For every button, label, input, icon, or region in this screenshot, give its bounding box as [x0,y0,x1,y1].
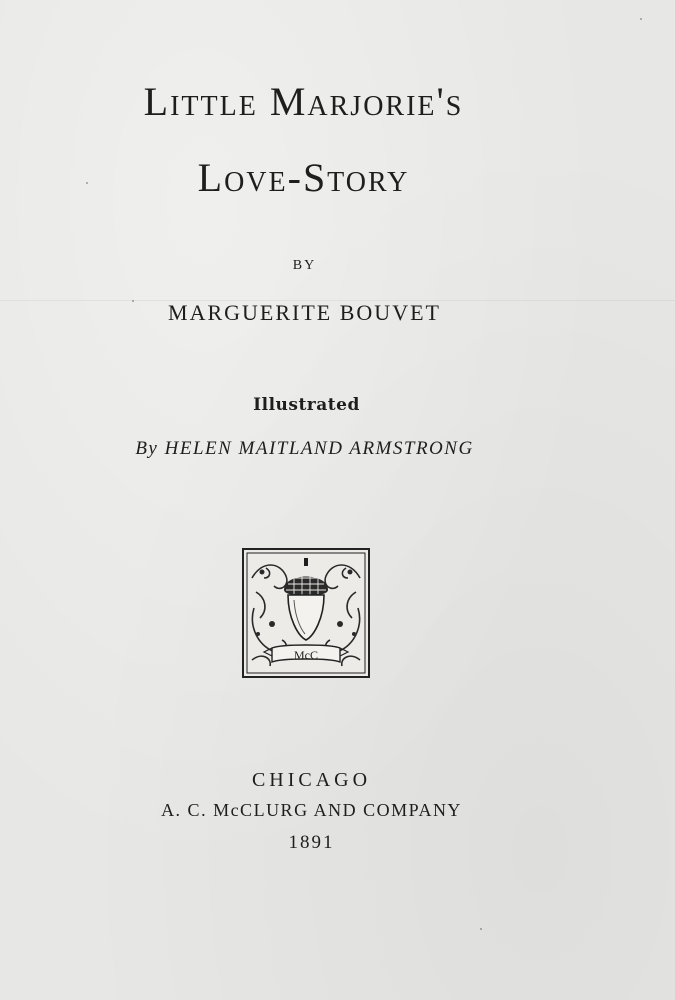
paper-speck [132,300,134,302]
paper-speck [480,928,482,930]
paper-speck [86,182,88,184]
imprint-city: CHICAGO [251,769,372,791]
paper-speck [640,18,642,20]
imprint-publisher: A. C. McCLURG AND COMPANY [161,800,462,820]
emblem-monogram: McC [294,648,318,662]
illustrator-name: By HELEN MAITLAND ARMSTRONG [135,438,474,459]
book-title-line-1: Little Marjorie's [143,79,464,124]
acorn-emblem-icon [242,548,370,678]
imprint-year: 1891 [288,832,335,853]
by-label: BY [292,258,317,273]
author-name: MARGUERITE BOUVET [168,300,441,325]
illustrated-label: Illustrated [253,395,360,415]
book-title-line-2: Love-Story [197,155,410,200]
